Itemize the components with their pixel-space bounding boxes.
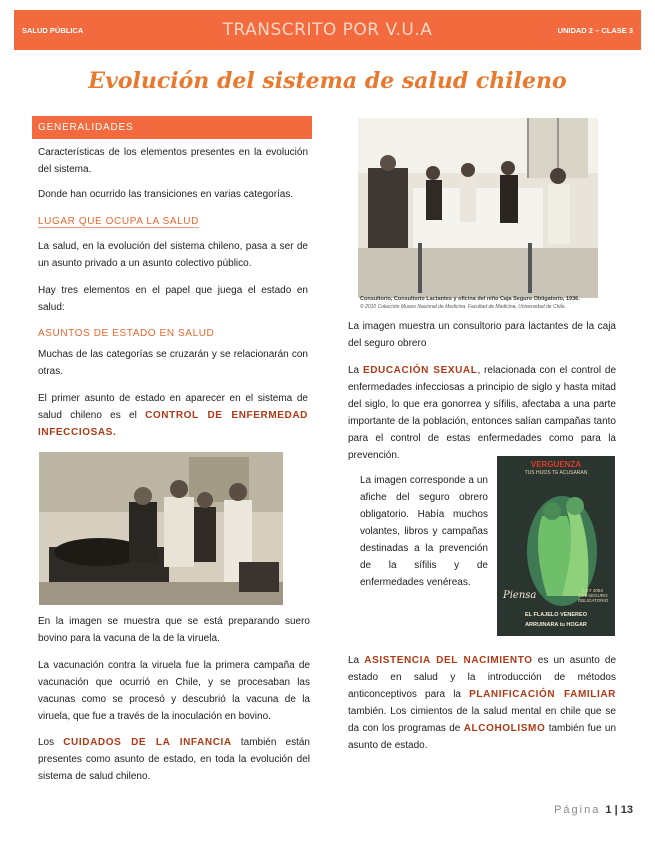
highlight-text: EDUCACIÓN SEXUAL [362,365,478,376]
paragraph [38,390,308,441]
poster-headline: VERGUENZA [530,460,582,469]
highlight-text: CONTROL DE ENFERMEDAD INFECCIOSAS. [38,410,308,438]
text-run: , relacionada con el control de enfermedades infecciosas a principio de siglo y hasta mitad del siglo, lo que era gonorrea y sífilis, afectaba a una parte importante de la población, entonces salían campañas tanto para el control de estas enfermedades como para la prevención. [348,365,617,461]
poster-piensa: Piensa [503,590,537,601]
vaccine-photo-illustration [39,452,283,605]
page-current: 1 [605,804,612,816]
paragraph: Hay tres elementos en el papel que juega el estado en salud: [38,285,308,313]
subheading-asuntos: ASUNTOS DE ESTADO EN SALUD [38,328,215,339]
text-run: también están presentes como asunto de estado, en toda la evolución del sistema de salud chileno. [38,737,310,782]
page-title: Evolución del sistema de salud chileno [88,68,567,94]
highlight-text: ALCOHOLISMO [463,723,546,734]
paragraph [38,734,310,785]
page-number [554,804,633,816]
paragraph: La salud, en la evolución del sistema chileno, pasa a ser de un asunto privado a un asunto colectivo público. [38,241,308,269]
highlight-text: CUIDADOS DE LA INFANCIA [63,737,232,748]
photo-credit: © 2010 Colección Museo Nacional de Medicina. Facultad de Medicina, Universidad de Chile. [360,304,566,310]
section-generalidades-label: GENERALIDADES [38,122,134,133]
text-run: La [348,655,365,666]
header-unit: UNIDAD 2 – CLASE 3 [557,26,633,35]
poster-law [575,588,611,603]
vaccine-preparation-photo [39,452,283,605]
text-run: también fue un asunto de estado. [348,723,617,751]
poster-law-number: LEY 4054 [583,588,603,593]
consultorio-photo [358,118,598,314]
paragraph: La imagen muestra un consultorio para lactantes de la caja del seguro obrero [348,321,616,349]
paragraph: Donde han ocurrido las transiciones en varias categorías. [38,189,294,200]
paragraph [348,652,616,754]
page-separator: | [611,804,621,816]
paragraph: La imagen corresponde a un afiche del seguro obrero obligatorio. Había muchos volantes, libros y campañas destinadas a la prevención de la sífilis y de enfermedades venéreas. [360,475,488,588]
text-run: El primer asunto de estado en aparecer en el sistema de salud chileno es el [38,393,308,421]
header-course: SALUD PÚBLICA [22,26,84,35]
paragraph: En la imagen se muestra que se está preparando suero bovino para la vacuna de la de la viruela. [38,616,310,644]
poster-law-name: DEL SEGURO OBLIGATORIO [577,593,609,603]
text-run: también. Los cimientos de la salud mental en chile que se da con los programas de [348,706,616,734]
page-header [14,10,641,50]
subheading-lugar: LUGAR QUE OCUPA LA SALUD [38,216,199,227]
poster-subheadline: TUS HIJOS TE ACUSARAN [524,470,588,476]
paragraph: La vacunación contra la viruela fue la primera campaña de vacunación que ocurrió en Chile, y se procesaban las vacunas como se procesó y descubrió la vacuna de la viruela, que fue a través de la inoculación en bovino. [38,660,310,722]
highlight-text: PLANIFICACIÓN FAMILIAR [469,689,616,700]
paragraph [348,362,616,464]
poster-illustration [497,456,615,636]
page-total: 13 [620,804,633,816]
text-run: La [348,365,363,376]
text-run: Los [38,737,64,748]
consultorio-photo-illustration [358,118,598,298]
highlight-text: ASISTENCIA DEL NACIMIENTO [364,655,533,666]
paragraph: Características de los elementos presentes en la evolución del sistema. [38,147,308,175]
header-transcriber: TRANSCRITO POR V.U.A [222,20,433,40]
photo-caption: Consultorio, Consultorio Lactantes y oficina del niño Caja Seguro Obligatorio, 1936. [360,296,580,302]
page-label: Página [554,804,601,816]
paragraph: Muchas de las categorías se cruzarán y se relacionarán con otras. [38,349,308,377]
text-run: es un asunto de estado en salud y la introducción de métodos anticonceptivos para la [348,655,617,700]
poster-tagline: EL FLAJELO VENEREO [525,612,587,618]
section-generalidades [32,116,312,139]
std-prevention-poster [497,456,615,636]
poster-tagline-2: ARRUINARA tu HOGAR [525,622,587,628]
